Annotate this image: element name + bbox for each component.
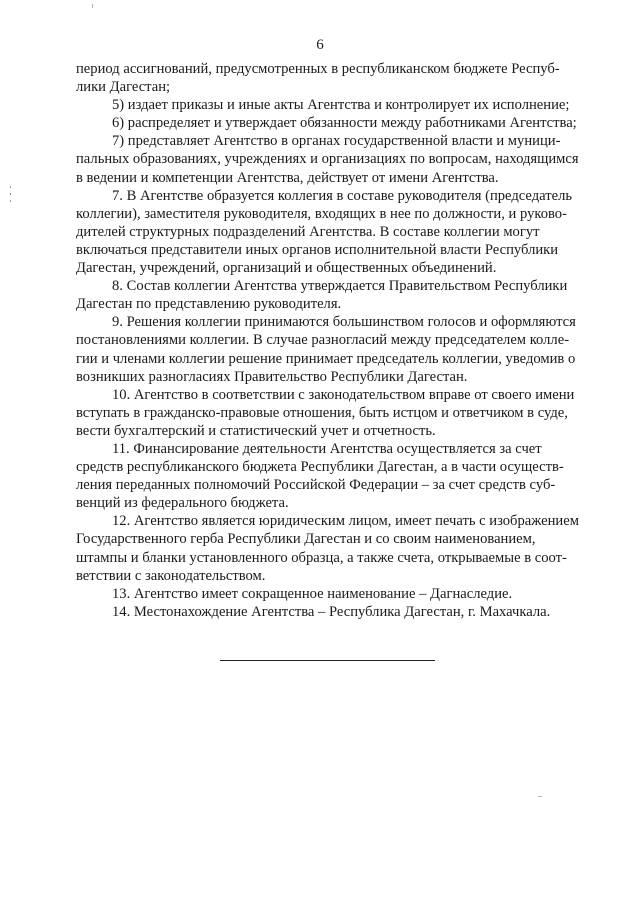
scan-mark — [538, 796, 542, 797]
paragraph-clause-14: 14. Местонахождение Агентства – Республика Дагестан, г. Махачкала. — [112, 603, 551, 620]
end-separator-line — [220, 660, 435, 661]
paragraph-item-5: 5) издает приказы и иные акты Агентства и контролирует их исполнение; — [112, 97, 570, 114]
paragraph-clause-13: 13. Агентство имеет сокращенное наименование – Дагнаследие. — [112, 585, 513, 602]
paragraph-item-7-powers: 7) представляет Агентство в органах государственной власти и муници- пальных образованиях, учреждениях и организациях по вопросам, находящимся в ведении и компетенции Агентства, действует от имени Агентства. — [76, 133, 579, 186]
paragraph-item-6: 6) распределяет и утверждает обязанности между работниками Агентства; — [112, 115, 577, 132]
page-number: 6 — [316, 37, 324, 53]
document-body — [76, 60, 595, 621]
paragraph-clause-10: 10. Агентство в соответствии с законодательством вправе от своего имени вступать в гражданско-правовые отношения, быть истцом и ответчиком в суде, вести бухгалтерский и статистический учет и отчетность. — [76, 386, 575, 439]
paragraph-continuation: период ассигнований, предусмотренных в республиканском бюджете Респуб- лики Дагестан; — [76, 61, 560, 96]
paragraph-clause-7: 7. В Агентстве образуется коллегия в составе руководителя (председатель коллегии), заместителя руководителя, входящих в нее по должности, и руково- дителей структурных подразделений Агентства. В составе коллегии могут включаться представители иных органов исполнительной власти Республики Дагестан, учреждений, организаций и общественных объединений. — [76, 187, 573, 277]
paragraph-clause-9: 9. Решения коллегии принимаются большинством голосов и оформляются постановлениями коллегии. В случае разногласий между председателем колле- гии и членами коллегии решение принимает председатель коллегии, уведомив о возникших разногласиях Правительство Республики Дагестан. — [76, 314, 576, 385]
scan-mark — [92, 4, 93, 8]
paragraph-clause-8: 8. Состав коллегии Агентства утверждается Правительством Республики Дагестан по представлению руководителя. — [76, 278, 568, 313]
margin-dots — [10, 186, 12, 212]
paragraph-clause-12: 12. Агентство является юридическим лицом, имеет печать с изображением Государственного герба Республики Дагестан и со своим наименованием, штампы и бланки установленного образца, а также счета, открываемые в соот- ветствии с законодательством. — [76, 513, 579, 584]
paragraph-clause-11: 11. Финансирование деятельности Агентства осуществляется за счет средств республиканского бюджета Республики Дагестан, а в части осуществ- ления переданных полномочий Российской Федерации – за счет средств суб- венций из федерального бюджета. — [76, 440, 564, 512]
